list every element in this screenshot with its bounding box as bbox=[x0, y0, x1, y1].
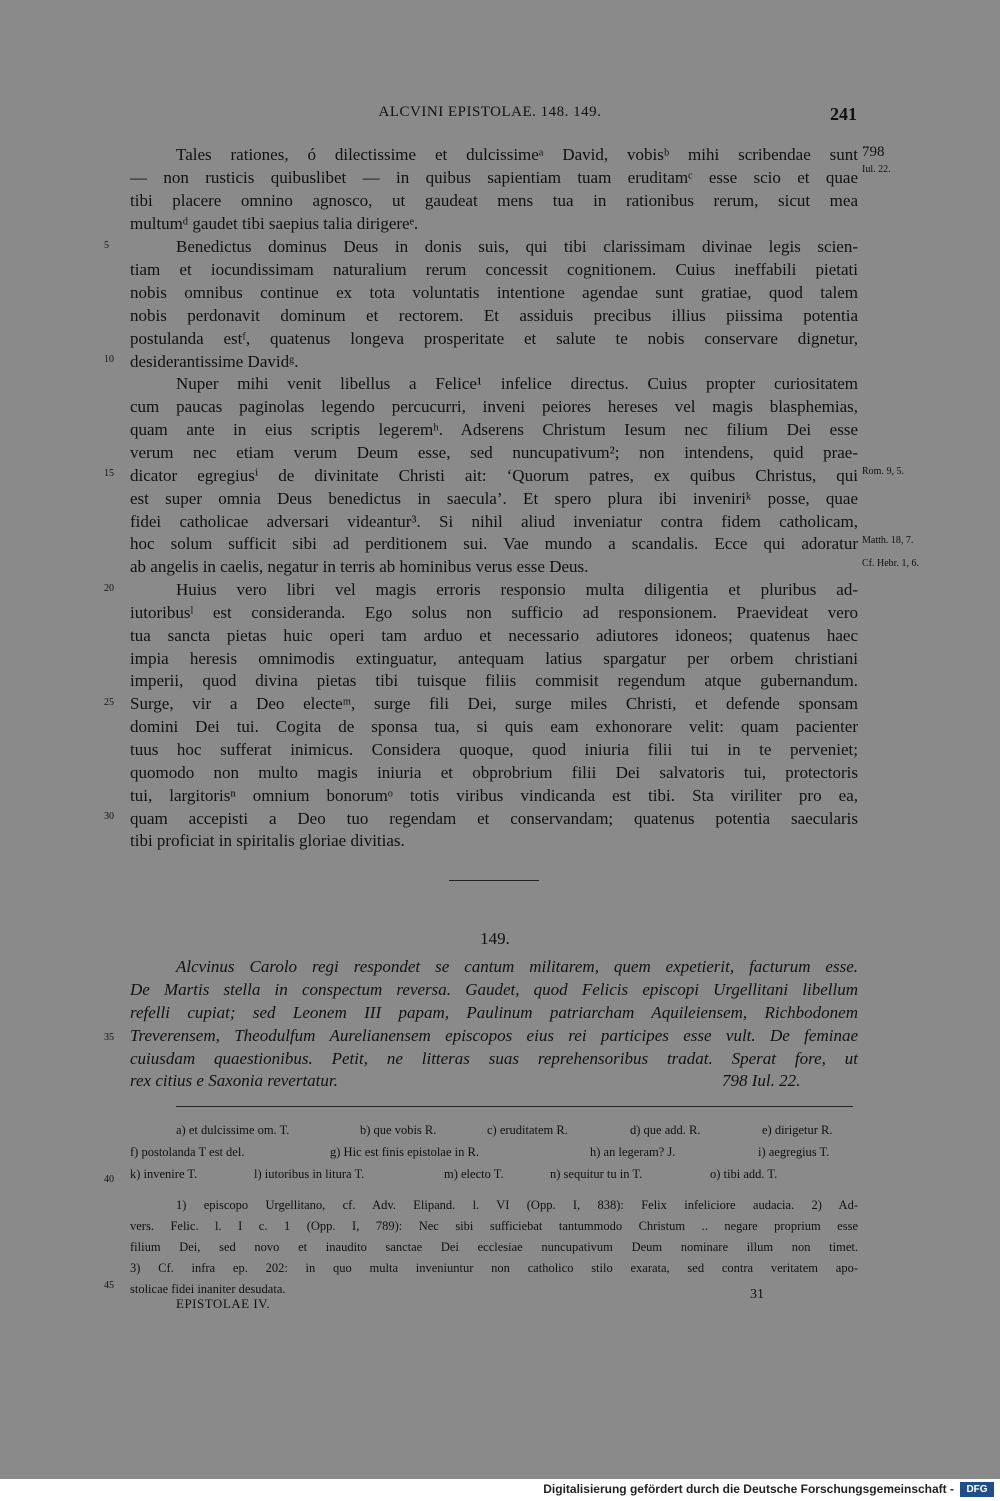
margin-ref-rom: Rom. 9, 5. bbox=[862, 466, 904, 477]
line-number: 40 bbox=[104, 1174, 114, 1185]
apparatus-entry: a) et dulcissime om. T. bbox=[176, 1123, 290, 1137]
body-line: domini Dei tui. Cogita de sponsa tua, si quis eam exhonorare velit: quam pacienter bbox=[130, 717, 858, 736]
summary-line: Treverensem, Theodulfum Aurelianensem episcopos eius rei participes esse vult. De feminae bbox=[130, 1026, 858, 1045]
line-number: 15 bbox=[104, 468, 114, 479]
apparatus-rule bbox=[176, 1106, 853, 1107]
body-line: fidei catholicae adversari videantur³. Si nihil aliud inveniatur contra fidem catholicam, bbox=[130, 512, 858, 531]
body-line: tiam et iocundissimam naturalium rerum concessit cognitionem. Cuius ineffabili pietati bbox=[130, 260, 858, 279]
apparatus-entry: o) tibi add. T. bbox=[710, 1167, 778, 1181]
margin-date: Iul. 22. bbox=[862, 164, 891, 175]
apparatus-entry: g) Hic est finis epistolae in R. bbox=[330, 1145, 479, 1159]
apparatus-entry: m) electo T. bbox=[444, 1167, 504, 1181]
line-number: 10 bbox=[104, 354, 114, 365]
apparatus-entry: c) eruditatem R. bbox=[487, 1123, 568, 1137]
body-line: quomodo non multo magis iniuria et obprobrium filii Dei salvatoris tui, protectoris bbox=[130, 763, 858, 782]
body-line: dicator egregiusⁱ de divinitate Christi ait: ‘Quorum patres, ex quibus Christus, qui bbox=[130, 466, 858, 485]
dfg-logo-icon: DFG bbox=[960, 1482, 994, 1497]
summary-line: refelli cupiat; sed Leonem III papam, Paulinum patriarcham Aquileiensem, Richbodonem bbox=[130, 1003, 858, 1022]
body-line: imperii, quod divina pietas tibi tuisque filiis commisit regendum atque gubernandum. bbox=[130, 671, 858, 690]
apparatus-entry: i) aegregius T. bbox=[758, 1145, 830, 1159]
summary-line: Alcvinus Carolo regi respondet se cantum militarem, quem expetierit, facturum esse. bbox=[176, 957, 858, 976]
body-line: est super omnia Deus benedictus in saecula’. Et spero plura ibi inveniriᵏ posse, quae bbox=[130, 489, 858, 508]
body-line: nobis omnibus continue ex tota voluntatis intentione agendae sunt gratiae, quod talem bbox=[130, 283, 858, 302]
line-number: 35 bbox=[104, 1032, 114, 1043]
body-line: desiderantissime Davidᵍ. bbox=[130, 352, 299, 371]
body-line: nobis perdonavit dominum et rectorem. Et assiduis precibus illius piissima potentia bbox=[130, 306, 858, 325]
margin-ref-hebr: Cf. Hebr. 1, 6. bbox=[862, 558, 919, 569]
apparatus-entry: h) an legeram? J. bbox=[590, 1145, 676, 1159]
body-line: tuus hoc sufferat inimicus. Considera quoque, quod iniuria filii tui in te perveniet; bbox=[130, 740, 858, 759]
apparatus-entry: k) invenire T. bbox=[130, 1167, 198, 1181]
summary-date: 798 Iul. 22. bbox=[722, 1071, 801, 1090]
funding-banner bbox=[0, 1479, 1000, 1501]
body-line: quam accepisti a Deo tuo regendam et conservandam; quatenus potentia saecularis bbox=[130, 809, 858, 828]
summary-line: De Martis stella in conspectum reversa. Gaudet, quod Felicis episcopi Urgellitani libellum bbox=[130, 980, 858, 999]
body-line: hoc solum sufficit sibi ad perditionem sui. Vae mundo a scandalis. Ecce qui adoratur bbox=[130, 534, 858, 553]
body-line: iutoribusˡ est consideranda. Ego solus non sufficio ad responsionem. Praevideat vero bbox=[130, 603, 858, 622]
note-line: filium Dei, sed novo et inaudito sanctae Dei ecclesiae nuncupativum Deum nominare illum non timet. bbox=[130, 1240, 858, 1254]
body-line: multumᵈ gaudet tibi saepius talia dirigereᵉ. bbox=[130, 214, 419, 233]
page-number: 241 bbox=[830, 104, 857, 124]
line-number: 30 bbox=[104, 811, 114, 822]
body-line: Huius vero libri vel magis erroris responsio multa diligentia et pluribus ad- bbox=[176, 580, 858, 599]
body-line: Nuper mihi venit libellus a Felice¹ infelice directus. Cuius propter curiositatem bbox=[176, 374, 858, 393]
apparatus-entry: n) sequitur tu in T. bbox=[550, 1167, 643, 1181]
body-line: tibi placere omnino agnosco, ut gaudeat mens tua in rationibus rerum, sicut mea bbox=[130, 191, 858, 210]
line-number: 5 bbox=[104, 240, 109, 251]
line-number: 25 bbox=[104, 697, 114, 708]
epistle-number: 149. bbox=[480, 929, 510, 948]
body-line: impia heresis omnimodis extinguatur, antequam latius spargatur per orbem christiani bbox=[130, 649, 858, 668]
body-line: postulanda estᶠ, quatenus longeva prosperitate et salute te nobis conservare dignetur, bbox=[130, 329, 858, 348]
line-number: 20 bbox=[104, 583, 114, 594]
summary-line: rex citius e Saxonia revertatur. bbox=[130, 1071, 338, 1090]
note-line: 3) Cf. infra ep. 202: in quo multa inveniuntur non catholico stilo exarata, sed contra veritatem apo- bbox=[130, 1261, 858, 1275]
body-line: Surge, vir a Deo electeᵐ, surge fili Dei, surge miles Christi, et defende sponsam bbox=[130, 694, 858, 713]
volume-footer: EPISTOLAE IV. bbox=[176, 1296, 271, 1311]
line-number: 45 bbox=[104, 1280, 114, 1291]
body-line: tibi proficiat in spiritalis gloriae divitias. bbox=[130, 831, 405, 850]
signature-mark: 31 bbox=[750, 1287, 764, 1302]
apparatus-entry: f) postolanda T est del. bbox=[130, 1145, 245, 1159]
note-line: stolicae fidei inaniter desudata. bbox=[130, 1282, 286, 1296]
note-line: vers. Felic. l. I c. 1 (Opp. I, 789): Nec sibi sufficiebat tantummodo Christum .. negare proprium esse bbox=[130, 1219, 858, 1233]
margin-year: 798 bbox=[862, 144, 885, 160]
section-divider bbox=[449, 880, 539, 881]
body-line: ab angelis in caelis, negatur in terris ab hominibus verus esse Deus. bbox=[130, 557, 589, 576]
note-line: 1) episcopo Urgellitano, cf. Adv. Elipand. l. VI (Opp. I, 838): Felix infeliciore audacia. 2) Ad- bbox=[176, 1198, 858, 1212]
body-line: quam ante in eius scriptis legeremʰ. Adserens Christum Iesum nec filium Dei esse bbox=[130, 420, 858, 439]
apparatus-entry: l) iutoribus in litura T. bbox=[254, 1167, 365, 1181]
running-head: ALCVINI EPISTOLAE. 148. 149. bbox=[378, 104, 602, 120]
margin-ref-matth: Matth. 18, 7. bbox=[862, 535, 914, 546]
body-line: Benedictus dominus Deus in donis suis, qui tibi clarissimam divinae legis scien- bbox=[176, 237, 858, 256]
body-line: cum paucas paginolas legendo percucurri, inveni peiores hereses vel magis blasphemias, bbox=[130, 397, 858, 416]
body-line: Tales rationes, ó dilectissime et dulcissimeᵃ David, vobisᵇ mihi scribendae sunt bbox=[176, 145, 858, 164]
funding-text: Digitalisierung gefördert durch die Deutsche Forschungsgemeinschaft - bbox=[543, 1482, 954, 1496]
apparatus-entry: b) que vobis R. bbox=[360, 1123, 437, 1137]
apparatus-entry: e) dirigetur R. bbox=[762, 1123, 833, 1137]
body-line: tui, largitorisⁿ omnium bonorumᵒ totis viribus vindicanda est tibi. Sta viriliter pro ea, bbox=[130, 786, 858, 805]
body-line: verum nec etiam verum Deum esse, sed nuncupativum²; non intendens, quid prae- bbox=[130, 443, 858, 462]
summary-line: cuiusdam quaestionibus. Petit, ne litteras suas reprehensoribus tradat. Sperat fore, ut bbox=[130, 1049, 858, 1068]
body-line: — non rusticis quibuslibet — in quibus sapientiam tuam eruditamᶜ esse scio et quae bbox=[130, 168, 858, 187]
apparatus-entry: d) que add. R. bbox=[630, 1123, 701, 1137]
body-line: tua sancta pietas huic operi tam arduo et necessario adiutores idoneos; quatenus haec bbox=[130, 626, 858, 645]
